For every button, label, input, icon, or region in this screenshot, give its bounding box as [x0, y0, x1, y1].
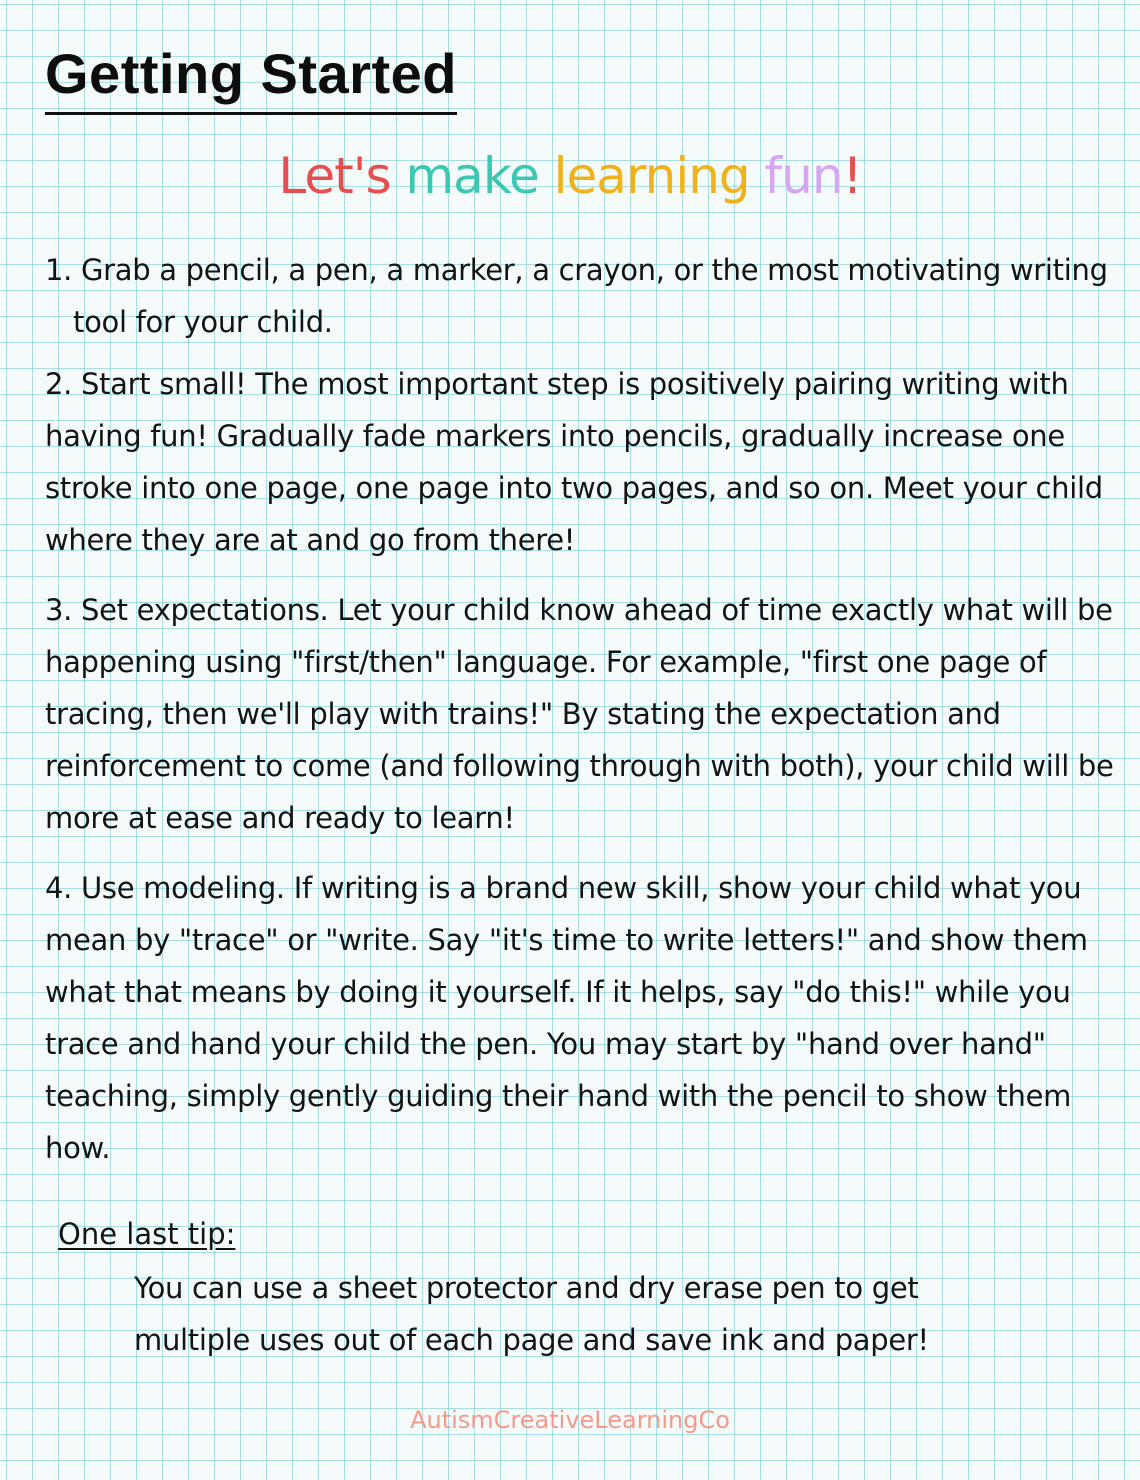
subtitle-word: Let's: [278, 147, 391, 205]
subtitle-space: [391, 147, 406, 205]
footer-brand: AutismCreativeLearningCo: [410, 1406, 730, 1434]
step-2: 2. Start small! The most important step is positively pairing writing with having fun! Gradually fade markers into pencils, gradually increase one stroke into one page, one page into two pages, and so on. Meet your child where they are at and go from there!: [45, 367, 1103, 557]
page-title: Getting Started: [45, 40, 457, 115]
subtitle-exclamation: !: [842, 147, 862, 205]
tip-body: You can use a sheet protector and dry erase pen to get multiple uses out of each page and save ink and paper!: [134, 1271, 929, 1357]
step-4: 4. Use modeling. If writing is a brand new skill, show your child what you mean by "trace" or "write. Say "it's time to write letters!" and show them what that means by doing it yourself. If it helps, say "do this!" while you trace and hand your child the pen. You may start by "hand over hand" teaching, simply gently guiding their hand with the pencil to show them how.: [45, 871, 1088, 1165]
step-1: 1. Grab a pencil, a pen, a marker, a crayon, or the most motivating writing tool for your child.: [45, 253, 1108, 339]
subtitle-word: make: [405, 147, 539, 205]
step-3: 3. Set expectations. Let your child know ahead of time exactly what will be happening using "first/then" language. For example, "first one page of tracing, then we'll play with trains!" By stating the expectation and reinforcement to come (and following through with both), your child will be more at ease and ready to learn!: [45, 593, 1114, 835]
steps-list: [45, 244, 1115, 1192]
subtitle-space: [539, 147, 554, 205]
tip-heading: One last tip:: [58, 1217, 236, 1251]
subtitle-space: [750, 147, 765, 205]
subtitle: [0, 140, 1140, 212]
subtitle-word: learning: [553, 147, 750, 205]
subtitle-word: fun: [764, 147, 843, 205]
